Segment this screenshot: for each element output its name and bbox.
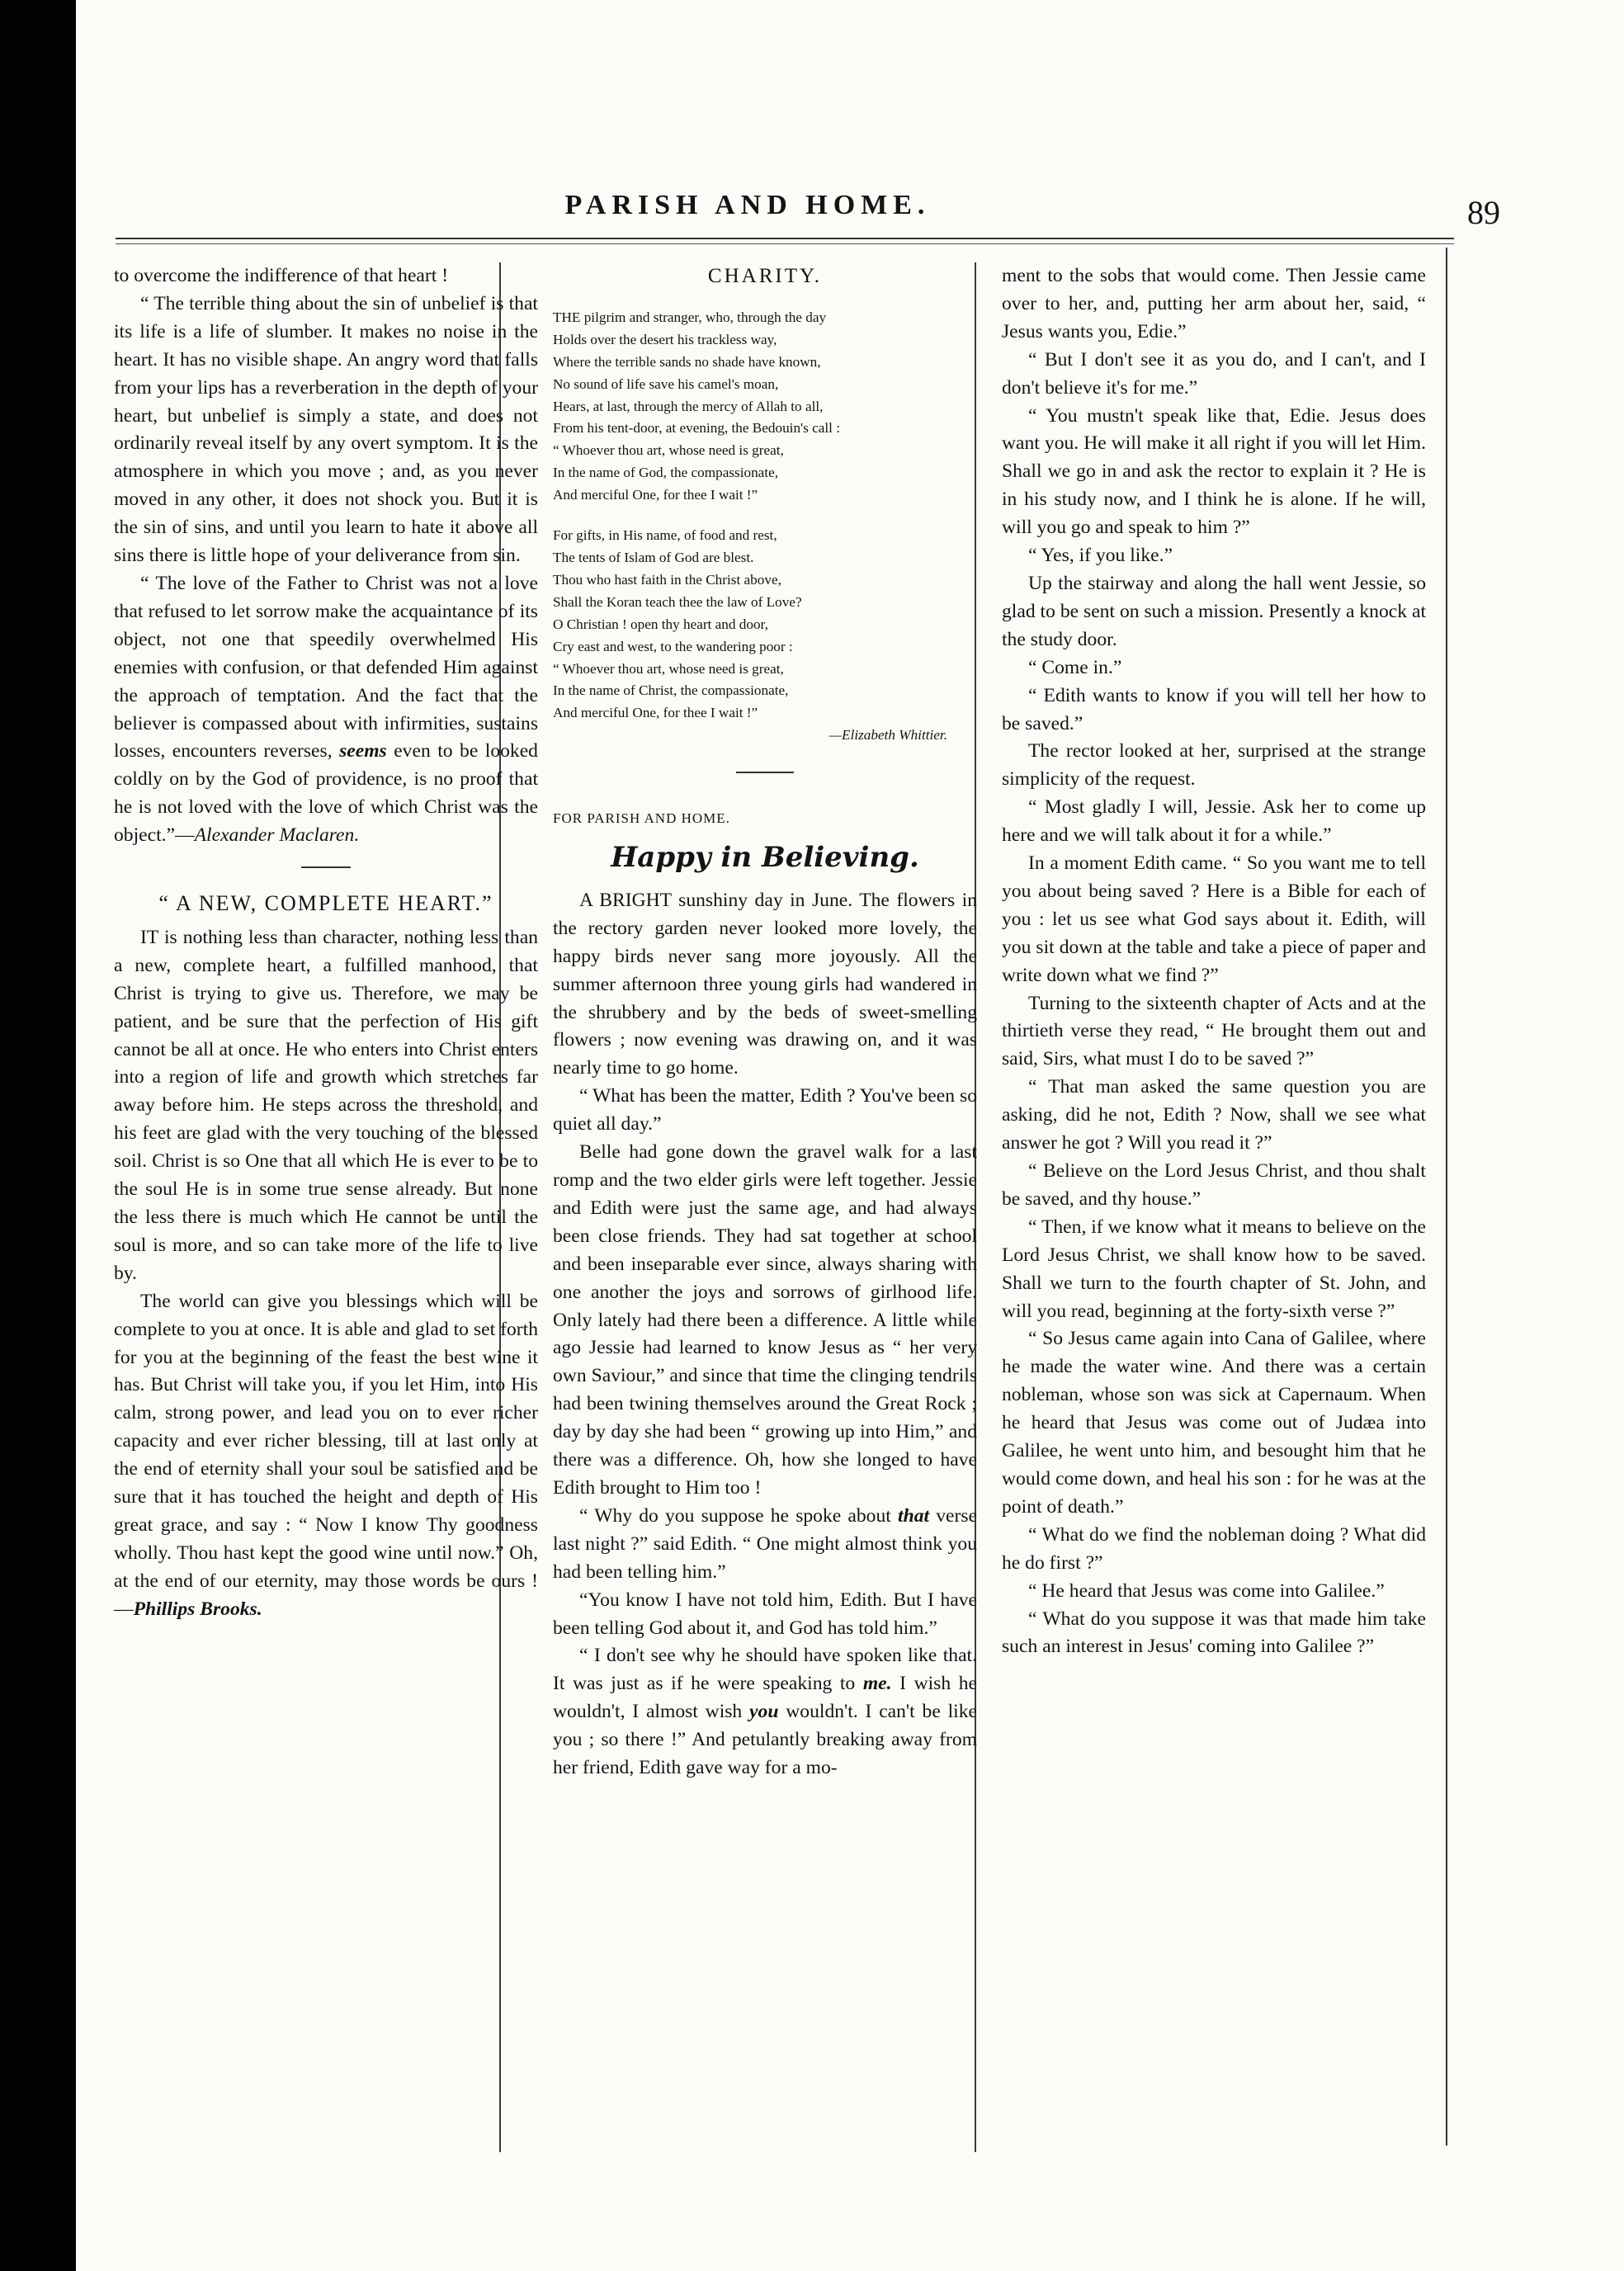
- paragraph: “ That man asked the same question you are asking, did he not, Edith ? Now, shall we see what answer he got ? Will you read it ?”: [1002, 1076, 1426, 1154]
- paragraph: “ But I don't see it as you do, and I can't, and I don't believe it's for me.”: [1002, 348, 1426, 399]
- lead-word: IT: [140, 926, 158, 948]
- poem-line: No sound of life save his camel's moan,: [553, 375, 779, 392]
- paragraph: In a moment Edith came. “ So you want me to tell you about being saved ? Here is a Bible for each of you : let us see what God says about it. Edith, will you sit down at the table and take a piece of paper and write down what we find ?”: [1002, 852, 1426, 986]
- paragraph-text: even to be looked coldly on by the God of providence, is no proof that he is not loved with the love of which Christ was the object.”—: [114, 740, 538, 847]
- paragraph-text: sunshiny day in June. The flowers in the rectory garden never looked more lovely, the happy birds never sang more joyously. All the summer afternoon three young girls had wandered in the shrubbery and by the beds of sweet-smelling flowers ; now evening was drawing on, and it was nearly time to go home.: [553, 889, 977, 1079]
- emphasis: seems: [339, 740, 387, 763]
- paragraph: The rector looked at her, surprised at the strange simplicity of the request.: [1002, 740, 1426, 791]
- paragraph: [553, 1642, 977, 1782]
- paragraph: [553, 1503, 977, 1587]
- poem-line: The tents of Islam of God are blest.: [553, 549, 754, 565]
- poem-line: For gifts, in His name, of food and rest,: [553, 527, 777, 544]
- scan-border: [0, 0, 76, 2271]
- paragraph: “ What do we find the nobleman doing ? What did he do first ?”: [1002, 1523, 1426, 1574]
- paragraph: to overcome the indifference of that heart !: [114, 265, 449, 286]
- magazine-page: [76, 0, 1624, 2271]
- paragraph-text: is nothing less than character, nothing less than a new, complete heart, a fulfilled manhood, that Christ is trying to give us. Therefore, we may be patient, and be sure that the perfection of His gift cannot be all at once. He who enters into Christ enters into a region of life and growth which stretches far away before him. He steps across the threshold, and his feet are glad with the very touching of the blessed soil. Christ is so One that all which He is ever to be to the soul He is in some true sense already. But none the less there is much which He cannot be until the soul is more, and so can take more of the life to live by.: [114, 926, 538, 1284]
- column-right: [1002, 262, 1426, 1661]
- paragraph-text: “ The love of the Father to Christ was not a love that refused to let sorrow make the acquaintance of its object, not one that speedily overwhelmed His enemies with confusion, or that defended Him against the approach of temptation. And the fact that the believer is compassed about with infirmities, sustains losses, encounters reverses,: [114, 572, 538, 763]
- emphasis: that: [898, 1504, 930, 1527]
- paragraph: “ So Jesus came again into Cana of Galilee, where he made the water wine. And there was a certain nobleman, whose son was sick at Capernaum. When he heard that Jesus was come out of Judæa into Galilee, he went unto him, and besought him that he would come down, and heal his son : for he was at the point of death.”: [1002, 1328, 1426, 1518]
- paragraph: ment to the sobs that would come. Then Jessie came over to her, and, putting her arm about her, said, “ Jesus wants you, Edie.”: [1002, 265, 1426, 342]
- paragraph: [114, 1288, 538, 1624]
- poem-line: And merciful One, for thee I wait !”: [553, 705, 758, 721]
- paragraph: “ What do you suppose it was that made him take such an interest in Jesus' coming into Galilee ?”: [1002, 1608, 1426, 1658]
- poem: [553, 307, 977, 747]
- paragraph-text: “ I don't see why he should have spoken like that. It was just as if he were speaking to: [553, 1645, 977, 1695]
- column-left: [114, 262, 538, 1624]
- poem-line: “ Whoever thou art, whose need is great,: [553, 660, 784, 677]
- paragraph: [114, 924, 538, 1288]
- stanza-break: [553, 507, 977, 525]
- poem-author: —Elizabeth Whittier.: [829, 727, 947, 744]
- page-number: 89: [1467, 194, 1500, 231]
- running-title: PARISH AND HOME.: [564, 190, 931, 220]
- paragraph: “ He heard that Jesus was come into Galilee.”: [1028, 1579, 1385, 1602]
- author-attribution: Phillips Brooks.: [133, 1598, 262, 1620]
- paragraph: “ Believe on the Lord Jesus Christ, and thou shalt be saved, and thy house.”: [1002, 1160, 1426, 1210]
- paragraph-text: The world can give you blessings which will be complete to you at once. It is able and glad to set forth for you at the beginning of the feast the best wine it has. But Christ will take you, if you let Him, into His calm, strong power, and lead you on to ever richer capacity and ever richer blessing, till at last only at the end of eternity shall your soul be satisfied and be sure that it has touched the height and depth of His great grace, and say : “ Now I know Thy goodness wholly. Thou hast kept the good wine until now.” Oh, at the end of our eternity, may those words be ours !—: [114, 1290, 538, 1620]
- credit-line: FOR PARISH AND HOME.: [553, 810, 730, 827]
- author-attribution: Alexander Maclaren.: [194, 824, 360, 847]
- emphasis: me.: [862, 1673, 892, 1695]
- paragraph: Up the stairway and along the hall went Jessie, so glad to be sent on such a mission. Presently a knock at the study door.: [1002, 572, 1426, 650]
- poem-title: CHARITY.: [707, 265, 823, 287]
- paragraph: “ Most gladly I will, Jessie. Ask her to come up here and we will talk about it for a while.”: [1002, 796, 1426, 847]
- paragraph-text: I wish he wouldn't, I almost wish: [553, 1673, 978, 1723]
- poem-line: And merciful One, for thee I wait !”: [553, 487, 758, 503]
- poem-line: O Christian ! open thy heart and door,: [553, 616, 768, 632]
- paragraph: “ You mustn't speak like that, Edie. Jesus does want you. He will make it all right if you will let Him. Shall we go in and ask the rector to explain it ? He is in his study now, and I think he is alone. If he will, will you go and speak to him ?”: [1002, 404, 1426, 539]
- paragraph: “You know I have not told him, Edith. But I have been telling God about it, and God has told him.”: [553, 1589, 977, 1639]
- poem-line: Hears, at last, through the mercy of Allah to all,: [553, 398, 824, 414]
- paragraph: “ Come in.”: [1028, 656, 1122, 678]
- header-rule-thin: [116, 243, 1454, 244]
- paragraph: “ Edith wants to know if you will tell her how to be saved.”: [1002, 684, 1426, 734]
- poem-line: “ Whoever thou art, whose need is great,: [553, 442, 784, 459]
- paragraph: “ Yes, if you like.”: [1028, 545, 1173, 567]
- lead-word: A BRIGHT: [579, 889, 672, 911]
- paragraph: “ Then, if we know what it means to believe on the Lord Jesus Christ, we shall know how to be saved. Shall we turn to the fourth chapter of St. John, and will you read, beginning at the forty-sixth verse ?”: [1002, 1216, 1426, 1322]
- poem-line: THE pilgrim and stranger, who, through the day: [553, 309, 827, 325]
- page-edge-rule: [1446, 248, 1447, 2146]
- column-middle: [553, 262, 977, 1782]
- page-header: [76, 188, 1624, 238]
- poem-line: Where the terrible sands no shade have known,: [553, 353, 821, 370]
- paragraph: “ The terrible thing about the sin of unbelief is that its life is a life of slumber. It makes no noise in the heart. It has no visible shape. An angry word that falls from your lips has a reverberation in the depth of your heart, but unbelief is simply a state, and does not ordinarily reveal itself by any overt symptom. It is the atmosphere in which you move ; and, as you never moved in any other, it does not shock you. But it is the sin of sins, and until you learn to hate it above all sins there is little hope of your deliverance from sin.: [114, 292, 538, 567]
- section-divider: [736, 772, 794, 773]
- poem-line: In the name of Christ, the compassionate,: [553, 682, 789, 699]
- paragraph: Turning to the sixteenth chapter of Acts and at the thirtieth verse they read, “ He brought them out and said, Sirs, what must I do to be saved ?”: [1002, 992, 1426, 1070]
- poem-line: Holds over the desert his trackless way,: [553, 331, 777, 347]
- poem-line: Shall the Koran teach thee the law of Love?: [553, 593, 802, 610]
- poem-line: Cry east and west, to the wandering poor :: [553, 638, 793, 654]
- paragraph-text: verse last night ?” said Edith. “ One might almost think you had been telling him.”: [553, 1504, 977, 1583]
- story-title: Happy in Believing.: [611, 841, 919, 875]
- poem-line: From his tent-door, at evening, the Bedouin's call :: [553, 420, 841, 437]
- paragraph-text: “ Why do you suppose he spoke about: [579, 1504, 891, 1527]
- paragraph: [114, 570, 538, 850]
- section-divider: [301, 866, 351, 868]
- poem-line: Thou who hast faith in the Christ above,: [553, 571, 781, 588]
- paragraph: Belle had gone down the gravel walk for a last romp and the two elder girls were left together. Jessie and Edith were just the same age, and had always been close friends. They had sat together at school and been inseparable ever since, always sharing with one another the joys and sorrows of girlhood life. Only lately had there been a difference. A little while ago Jessie had learned to know Jesus as “ her very own Saviour,” and since that time the clinging tendrils had been twining themselves around the Great Rock ; day by day she had been “ growing up into Him,” and there was a difference. Oh, how she longed to have Edith brought to Him too !: [553, 1141, 977, 1499]
- paragraph: “ What has been the matter, Edith ? You've been so quiet all day.”: [553, 1085, 977, 1136]
- paragraph: [553, 887, 977, 1083]
- header-rule: [116, 238, 1454, 239]
- poem-line: In the name of God, the compassionate,: [553, 465, 779, 481]
- emphasis: you: [749, 1701, 779, 1723]
- paragraph-text: wouldn't. I can't be like you ; so there !” And petulantly breaking away from her friend, Edith gave way for a mo-: [553, 1701, 977, 1779]
- section-title: “ A NEW, COMPLETE HEART.”: [158, 891, 493, 916]
